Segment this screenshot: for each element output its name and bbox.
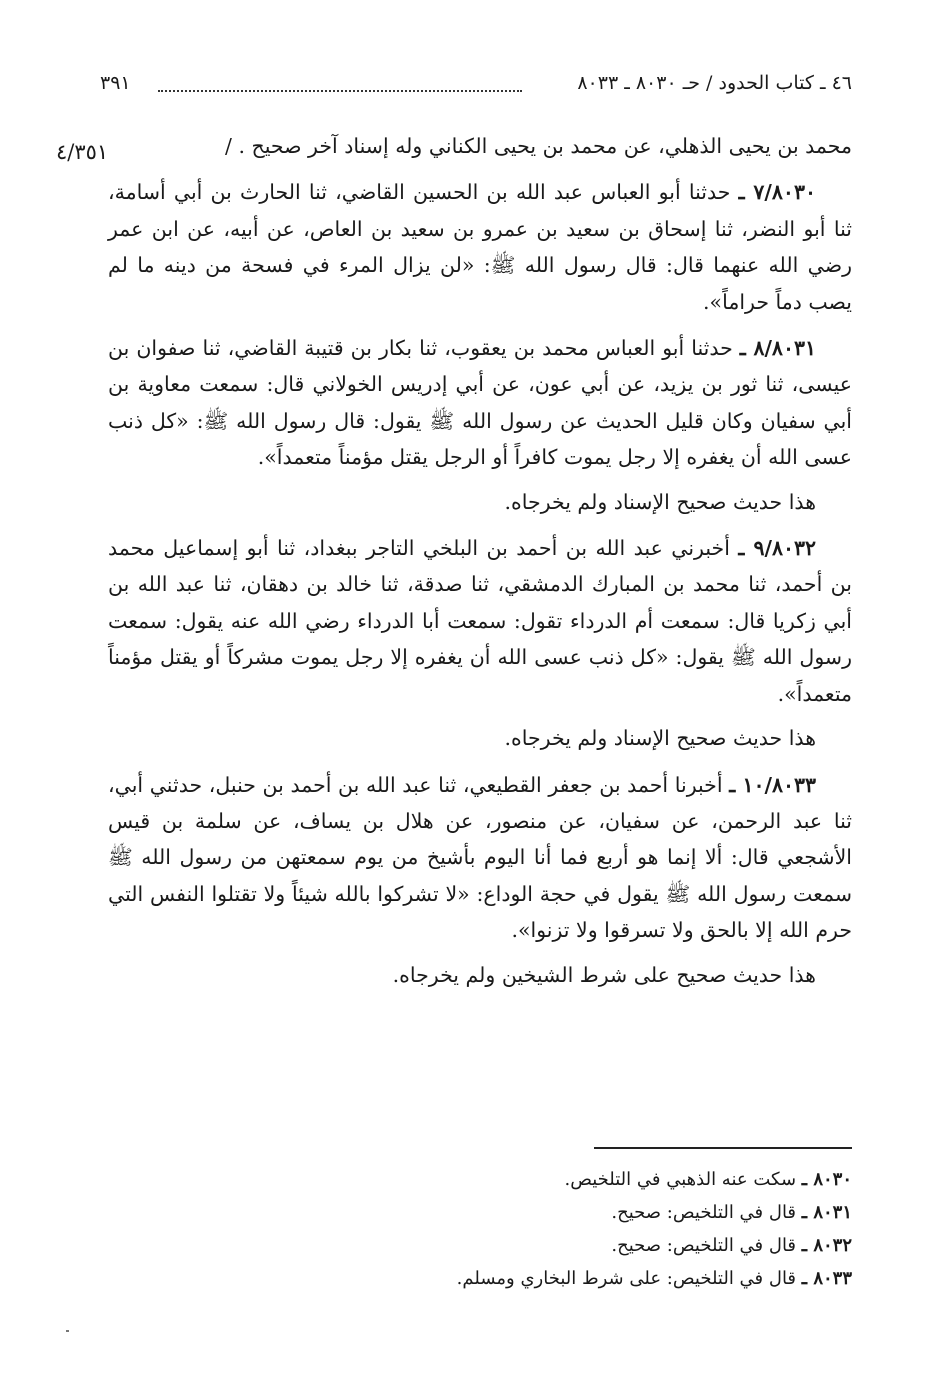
hadith-text: حدثنا أبو العباس عبد الله بن الحسين القاضي، ثنا الحارث بن أبي أسامة، ثنا أبو النضر، ثنا إسحاق بن سعيد بن عمرو بن سعيد بن العاص، عن أبيه، عن ابن عمر رضي الله عنهما قال: قال رسول الله ﷺ: «لن يزال المرء في فسحة من دينه ما لم يصب دماً حراماً».	[108, 180, 852, 314]
footnote-text: قال في التلخيص: على شرط البخاري ومسلم.	[456, 1268, 797, 1289]
footnote-number: ٨٠٣٣ ـ	[801, 1268, 852, 1289]
hadith-entry	[108, 530, 852, 712]
hadith-number: ٩/٨٠٣٢ ـ	[738, 536, 816, 561]
footnote-number: ٨٠٣٠ ـ	[801, 1169, 852, 1190]
footnote-text: قال في التلخيص: صحيح.	[611, 1235, 797, 1256]
footnotes	[108, 1147, 852, 1295]
running-header	[100, 72, 852, 106]
hadith-entry	[108, 330, 852, 476]
hadith-entry	[108, 767, 852, 949]
continuation-line: محمد بن يحيى الذهلي، عن محمد بن يحيى الكناني وله إسناد آخر صحيح . /	[225, 134, 852, 158]
scan-speck	[66, 1330, 69, 1332]
hadith-entry	[108, 174, 852, 320]
hadith-text: أخبرنا أحمد بن جعفر القطيعي، ثنا عبد الله بن أحمد بن حنبل، حدثني أبي، ثنا عبد الرحمن، عن سفيان، عن منصور، عن هلال بن يساف، عن سلمة بن قيس الأشجعي قال: ألا إنما هو أربع فما أنا اليوم بأشيخ من يوم سمعتهن من رسول الله ﷺ سمعت رسول الله ﷺ يقول في حجة الوداع: «لا تشركوا بالله شيئاً ولا تقتلوا النفس التي حرم الله إلا بالحق ولا تسرقوا ولا تزنوا».	[108, 772, 852, 943]
hadith-number: ١٠/٨٠٣٣ ـ	[729, 772, 816, 797]
footnote-number: ٨٠٣١ ـ	[801, 1202, 852, 1223]
hadith-text: حدثنا أبو العباس محمد بن يعقوب، ثنا بكار بن قتيبة القاضي، ثنا صفوان بن عيسى، ثنا ثور بن يزيد، عن أبي عون، عن أبي إدريس الخولاني قال: سمعت معاوية بن أبي سفيان وكان قليل الحديث عن رسول الله ﷺ يقول: قال رسول الله ﷺ: «كل ذنب عسى الله أن يغفره إلا رجل يموت كافراً أو الرجل يقتل مؤمناً متعمداً».	[108, 336, 852, 470]
footnote	[108, 1196, 852, 1229]
footnote-number: ٨٠٣٢ ـ	[801, 1235, 852, 1256]
hadith-number: ٧/٨٠٣٠ ـ	[738, 180, 816, 205]
hadith-verdict: هذا حديث صحيح الإسناد ولم يخرجاه.	[504, 489, 816, 514]
footnote	[108, 1262, 852, 1295]
footnote	[108, 1229, 852, 1262]
main-text	[108, 128, 852, 993]
page-number: ٣٩١	[100, 72, 131, 94]
volume-page-reference: ٤/٣٥١	[56, 140, 109, 164]
footnote-text: سكت عنه الذهبي في التلخيص.	[564, 1169, 797, 1190]
footnote-separator	[594, 1147, 852, 1149]
running-title: ٤٦ ـ كتاب الحدود / حـ ٨٠٣٠ ـ ٨٠٣٣	[577, 72, 852, 94]
dot-leader	[158, 90, 522, 92]
hadith-verdict: هذا حديث صحيح على شرط الشيخين ولم يخرجاه.	[392, 962, 816, 987]
footnote-text: قال في التلخيص: صحيح.	[611, 1202, 797, 1223]
hadith-text: أخبرني عبد الله بن أحمد بن البلخي التاجر ببغداد، ثنا أبو إسماعيل محمد بن أحمد، ثنا محمد بن المبارك الدمشقي، ثنا صدقة، ثنا خالد بن دهقان، ثنا عبد الله بن أبي زكريا قال: سمعت أم الدرداء تقول: سمعت أبا الدرداء رضي الله عنه يقول: سمعت رسول الله ﷺ يقول: «كل ذنب عسى الله أن يغفره إلا رجل يموت مشركاً أو يقتل مؤمناً متعمداً».	[108, 536, 852, 706]
footnote	[108, 1163, 852, 1196]
hadith-verdict: هذا حديث صحيح الإسناد ولم يخرجاه.	[504, 726, 816, 751]
hadith-number: ٨/٨٠٣١ ـ	[739, 336, 816, 361]
